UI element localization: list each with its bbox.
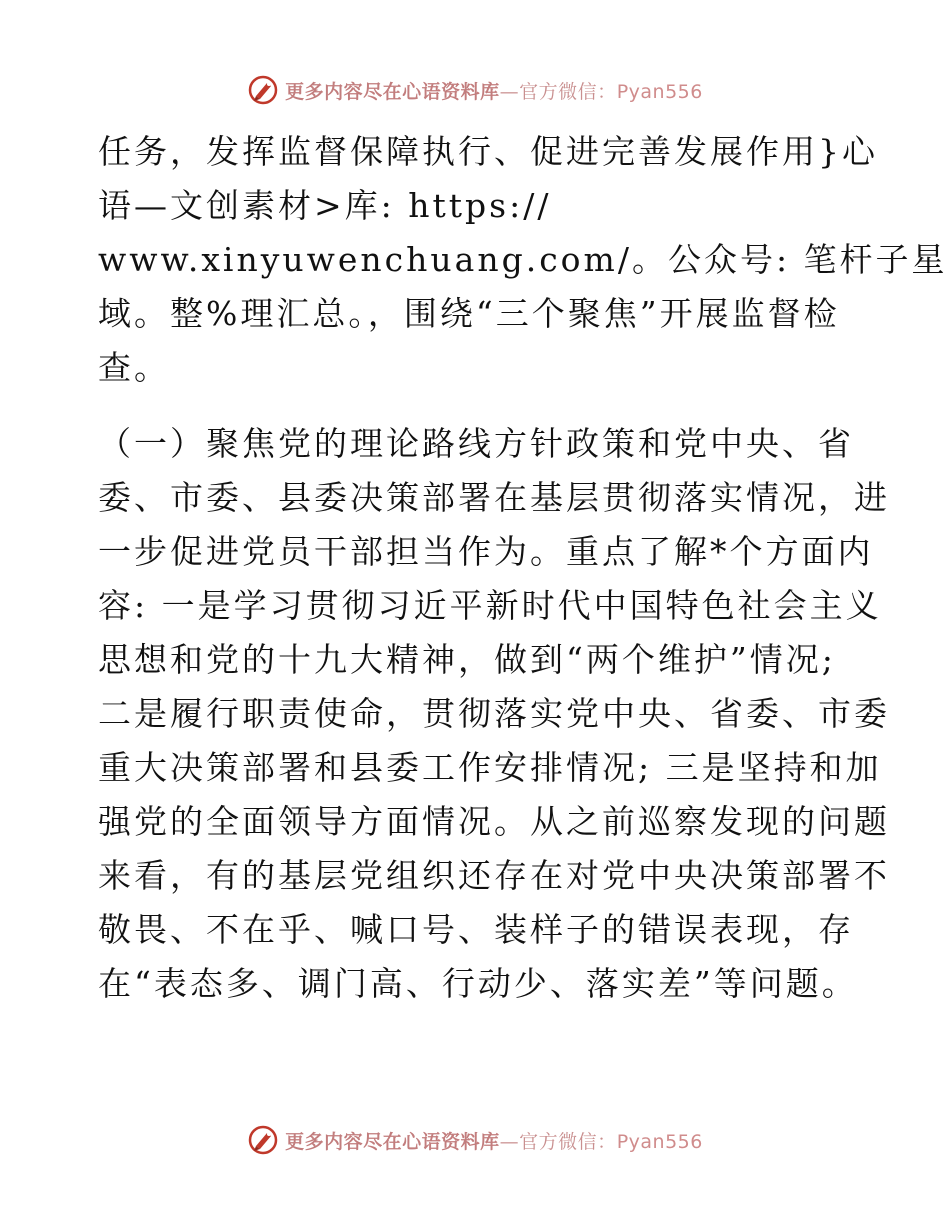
footer-watermark-banner xyxy=(0,1120,950,1160)
document-body xyxy=(98,125,948,1011)
xinyu-logo-icon xyxy=(247,1124,279,1156)
paragraph-1 xyxy=(98,125,948,395)
text-line: （一）聚焦党的理论路线方针政策和党中央、省 xyxy=(98,424,854,463)
paragraph-2 xyxy=(98,417,890,1011)
text-line: 来看，有的基层党组织还存在对党中央决策部署不 xyxy=(98,856,890,895)
header-watermark-banner xyxy=(0,70,950,110)
text-line: 思想和党的十九大精神，做到“两个维护”情况; xyxy=(98,640,836,679)
header-dash: — xyxy=(499,80,520,103)
xinyu-logo-icon xyxy=(247,74,279,106)
footer-dash: — xyxy=(499,1130,520,1153)
header-wechat-label: 官方微信： xyxy=(519,80,617,103)
footer-wechat-id: Pyan556 xyxy=(616,1130,703,1153)
text-line: 域。整%理汇总。，围绕“三个聚焦”开展监督检 xyxy=(98,294,840,333)
text-line: www.xinyuwenchuang.com/。公众号: 笔杆子星 xyxy=(98,240,948,279)
text-line: 任务，发挥监督保障执行、促进完善发展作用}心 xyxy=(98,132,878,171)
text-line: 在“表态多、调门高、行动少、落实差”等问题。 xyxy=(98,964,858,1003)
text-line: 重大决策部署和县委工作安排情况; 三是坚持和加 xyxy=(98,748,882,787)
header-wechat-id: Pyan556 xyxy=(616,80,703,103)
paragraph-gap xyxy=(98,395,858,417)
footer-wechat-label: 官方微信： xyxy=(519,1130,617,1153)
text-line: 查。 xyxy=(98,348,170,387)
header-watermark-text xyxy=(285,77,703,104)
text-line: 敬畏、不在乎、喊口号、装样子的错误表现，存 xyxy=(98,910,854,949)
text-line: 委、市委、县委决策部署在基层贯彻落实情况，进 xyxy=(98,478,890,517)
footer-watermark-text xyxy=(285,1127,703,1154)
text-line: 容: 一是学习贯彻习近平新时代中国特色社会主义 xyxy=(98,586,882,625)
text-line: 语—文创素材>库: https:// xyxy=(98,186,552,225)
text-line: 一步促进党员干部担当作为。重点了解*个方面内 xyxy=(98,532,874,571)
text-line: 二是履行职责使命，贯彻落实党中央、省委、市委 xyxy=(98,694,890,733)
header-site-text: 更多内容尽在心语资料库 xyxy=(285,80,500,103)
footer-site-text: 更多内容尽在心语资料库 xyxy=(285,1130,500,1153)
text-line: 强党的全面领导方面情况。从之前巡察发现的问题 xyxy=(98,802,890,841)
